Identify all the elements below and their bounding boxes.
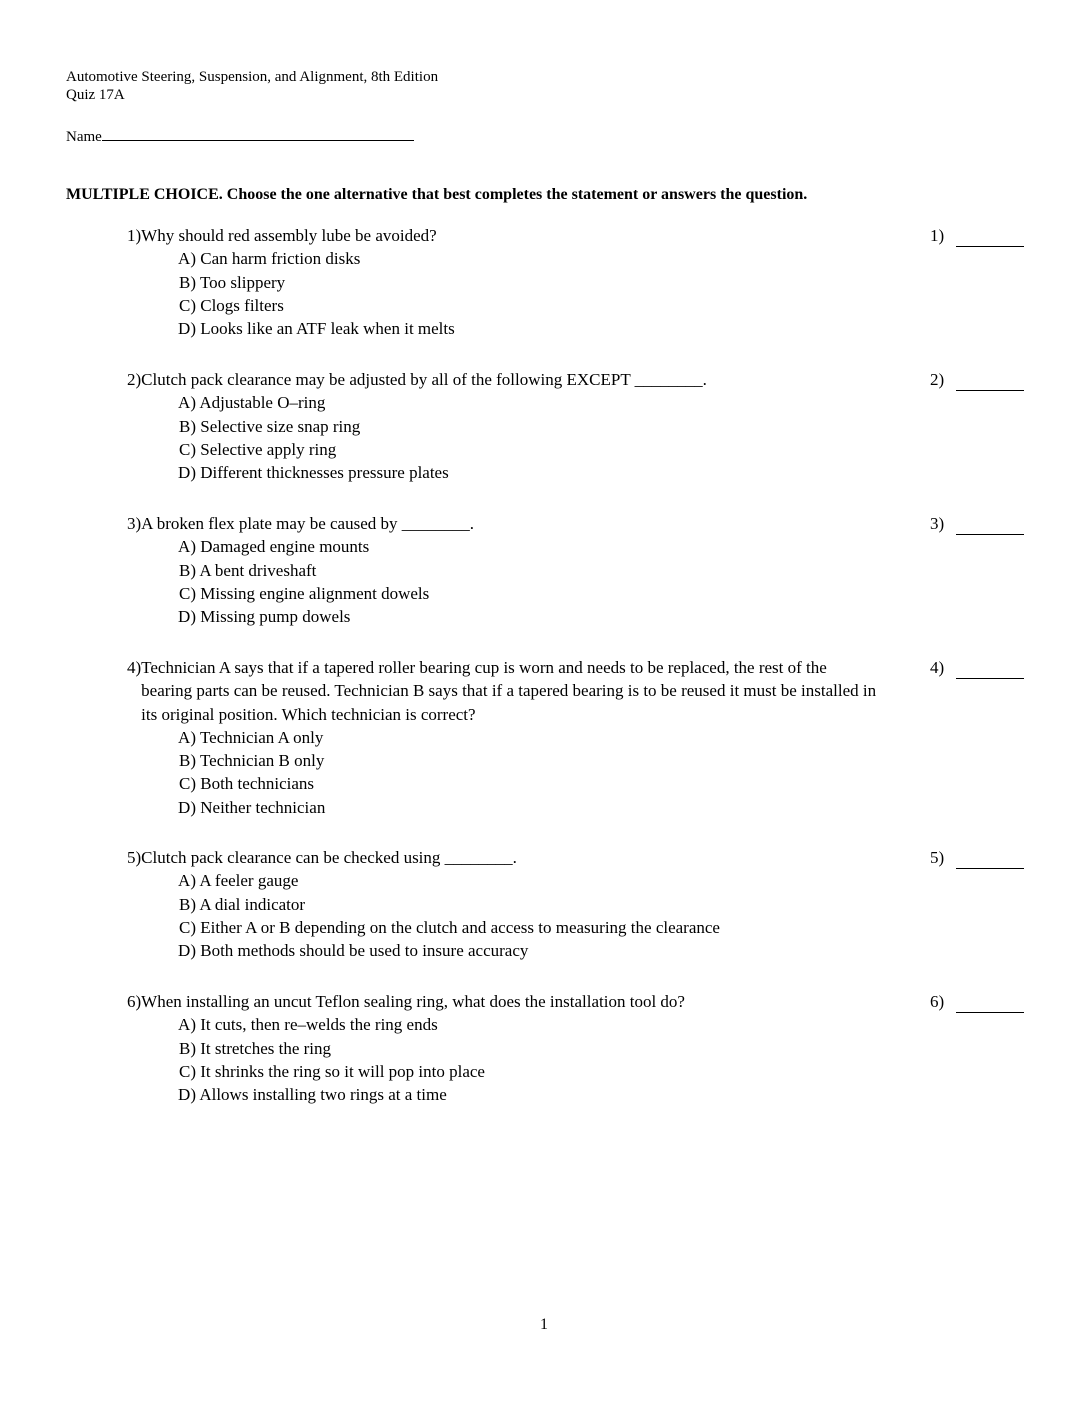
answer-option[interactable] (127, 317, 1027, 340)
question-number: 6) (127, 992, 142, 1011)
question-number: 4) (127, 658, 142, 677)
option-letter: A) (178, 871, 196, 891)
answer-option[interactable] (127, 438, 1027, 461)
option-text: Missing pump dowels (200, 607, 351, 627)
option-text: Too slippery (199, 272, 286, 292)
answer-label: 6) (930, 992, 945, 1011)
question-5 (127, 846, 1027, 962)
option-letter: D) (178, 1085, 196, 1105)
answer-option[interactable] (127, 535, 1027, 558)
option-letter: A) (178, 249, 196, 269)
name-blank[interactable] (102, 126, 414, 141)
option-text: Both methods should be used to insure accuracy (200, 941, 529, 961)
option-letter: D) (178, 941, 196, 961)
question-number: 2) (127, 370, 142, 389)
answer-option[interactable] (127, 869, 1027, 892)
option-letter: D) (178, 607, 196, 627)
question-4 (127, 656, 1027, 819)
question-2 (127, 368, 1027, 484)
answer-option[interactable] (127, 1060, 1027, 1083)
answer-option[interactable] (127, 1037, 1027, 1060)
answer-option[interactable] (127, 939, 1027, 962)
answer-blank-area (930, 846, 1024, 869)
option-text: Both technicians (200, 774, 315, 794)
quiz-title: Quiz 17A (66, 87, 125, 103)
answer-option[interactable] (127, 247, 1027, 270)
question-text: When installing an uncut Teflon sealing ring, what does the installation tool do? (141, 992, 685, 1011)
option-letter: D) (178, 319, 196, 339)
option-text: Looks like an ATF leak when it melts (200, 319, 455, 339)
name-label: Name (66, 129, 102, 145)
question-text: Why should red assembly lube be avoided? (141, 226, 437, 245)
option-letter: B) (179, 272, 196, 292)
option-letter: C) (179, 295, 196, 315)
option-text: It stretches the ring (200, 1038, 332, 1058)
option-letter: A) (178, 537, 196, 557)
answer-blank[interactable] (956, 518, 1024, 535)
answer-blank-area (930, 368, 1024, 391)
option-text: Neither technician (200, 797, 326, 817)
question-number: 5) (127, 848, 142, 867)
answer-option[interactable] (127, 772, 1027, 795)
option-letter: B) (179, 416, 196, 436)
option-text: Technician A only (199, 727, 324, 747)
answer-option[interactable] (127, 916, 1027, 939)
option-text: Clogs filters (200, 295, 284, 315)
course-title: Automotive Steering, Suspension, and Alignment, 8th Edition (66, 69, 439, 85)
answer-option[interactable] (127, 294, 1027, 317)
answer-option[interactable] (127, 893, 1027, 916)
question-text: A broken flex plate may be caused by ________. (141, 514, 474, 533)
answer-blank[interactable] (956, 996, 1024, 1013)
option-letter: A) (178, 1015, 196, 1035)
option-text: A dial indicator (199, 894, 306, 914)
answer-option[interactable] (127, 415, 1027, 438)
answer-label: 1) (930, 226, 945, 245)
page-number: 1 (540, 1316, 548, 1333)
question-number: 3) (127, 514, 142, 533)
option-letter: C) (179, 583, 196, 603)
name-field[interactable] (66, 126, 414, 146)
option-text: Either A or B depending on the clutch and access to measuring the clearance (200, 917, 720, 937)
answer-option[interactable] (127, 726, 1027, 749)
option-text: Selective apply ring (200, 439, 337, 459)
answer-blank[interactable] (956, 662, 1024, 679)
option-text: Adjustable O–ring (199, 393, 326, 413)
answer-blank[interactable] (956, 374, 1024, 391)
option-letter: C) (179, 1061, 196, 1081)
option-letter: A) (178, 727, 196, 747)
question-3 (127, 512, 1027, 628)
answer-option[interactable] (127, 749, 1027, 772)
answer-option[interactable] (127, 582, 1027, 605)
option-letter: C) (179, 774, 196, 794)
question-text: Technician A says that if a tapered roller bearing cup is worn and needs to be replaced, the rest of the bearing parts can be reused. Technician B says that if a tapered bearing is to be reused it must be installed in its original position. Which technician is correct? (141, 658, 877, 724)
answer-label: 5) (930, 848, 945, 867)
question-1 (127, 224, 1027, 340)
answer-option[interactable] (127, 1013, 1027, 1036)
answer-blank-area (930, 656, 1024, 679)
answer-option[interactable] (127, 391, 1027, 414)
answer-blank-area (930, 512, 1024, 535)
question-text: Clutch pack clearance can be checked using ________. (141, 848, 517, 867)
answer-blank-area (930, 990, 1024, 1013)
question-number: 1) (127, 226, 142, 245)
option-letter: B) (179, 1038, 196, 1058)
option-letter: A) (178, 393, 196, 413)
option-text: It shrinks the ring so it will pop into place (200, 1061, 485, 1081)
option-text: Technician B only (199, 751, 325, 771)
answer-label: 2) (930, 370, 945, 389)
answer-option[interactable] (127, 605, 1027, 628)
option-letter: C) (179, 917, 196, 937)
answer-blank-area (930, 224, 1024, 247)
instructions: MULTIPLE CHOICE. Choose the one alternative that best completes the statement or answers the question. (66, 186, 808, 203)
option-text: Allows installing two rings at a time (199, 1085, 447, 1105)
answer-label: 3) (930, 514, 945, 533)
option-text: Different thicknesses pressure plates (200, 463, 449, 483)
option-text: Damaged engine mounts (200, 537, 370, 557)
option-letter: C) (179, 439, 196, 459)
option-text: A bent driveshaft (199, 560, 317, 580)
option-text: Missing engine alignment dowels (200, 583, 430, 603)
option-text: Selective size snap ring (200, 416, 361, 436)
option-text: It cuts, then re–welds the ring ends (200, 1015, 438, 1035)
answer-option[interactable] (127, 1083, 1027, 1106)
answer-option[interactable] (127, 559, 1027, 582)
option-letter: B) (179, 751, 196, 771)
question-text: Clutch pack clearance may be adjusted by all of the following EXCEPT ________. (141, 370, 707, 389)
option-letter: D) (178, 463, 196, 483)
answer-option[interactable] (127, 796, 1027, 819)
answer-blank[interactable] (956, 230, 1024, 247)
option-text: A feeler gauge (199, 871, 299, 891)
option-text: Can harm friction disks (200, 249, 361, 269)
option-letter: D) (178, 797, 196, 817)
option-letter: B) (179, 560, 196, 580)
option-letter: B) (179, 894, 196, 914)
answer-label: 4) (930, 658, 945, 677)
answer-blank[interactable] (956, 852, 1024, 869)
answer-option[interactable] (127, 461, 1027, 484)
question-6 (127, 990, 1027, 1106)
answer-option[interactable] (127, 271, 1027, 294)
